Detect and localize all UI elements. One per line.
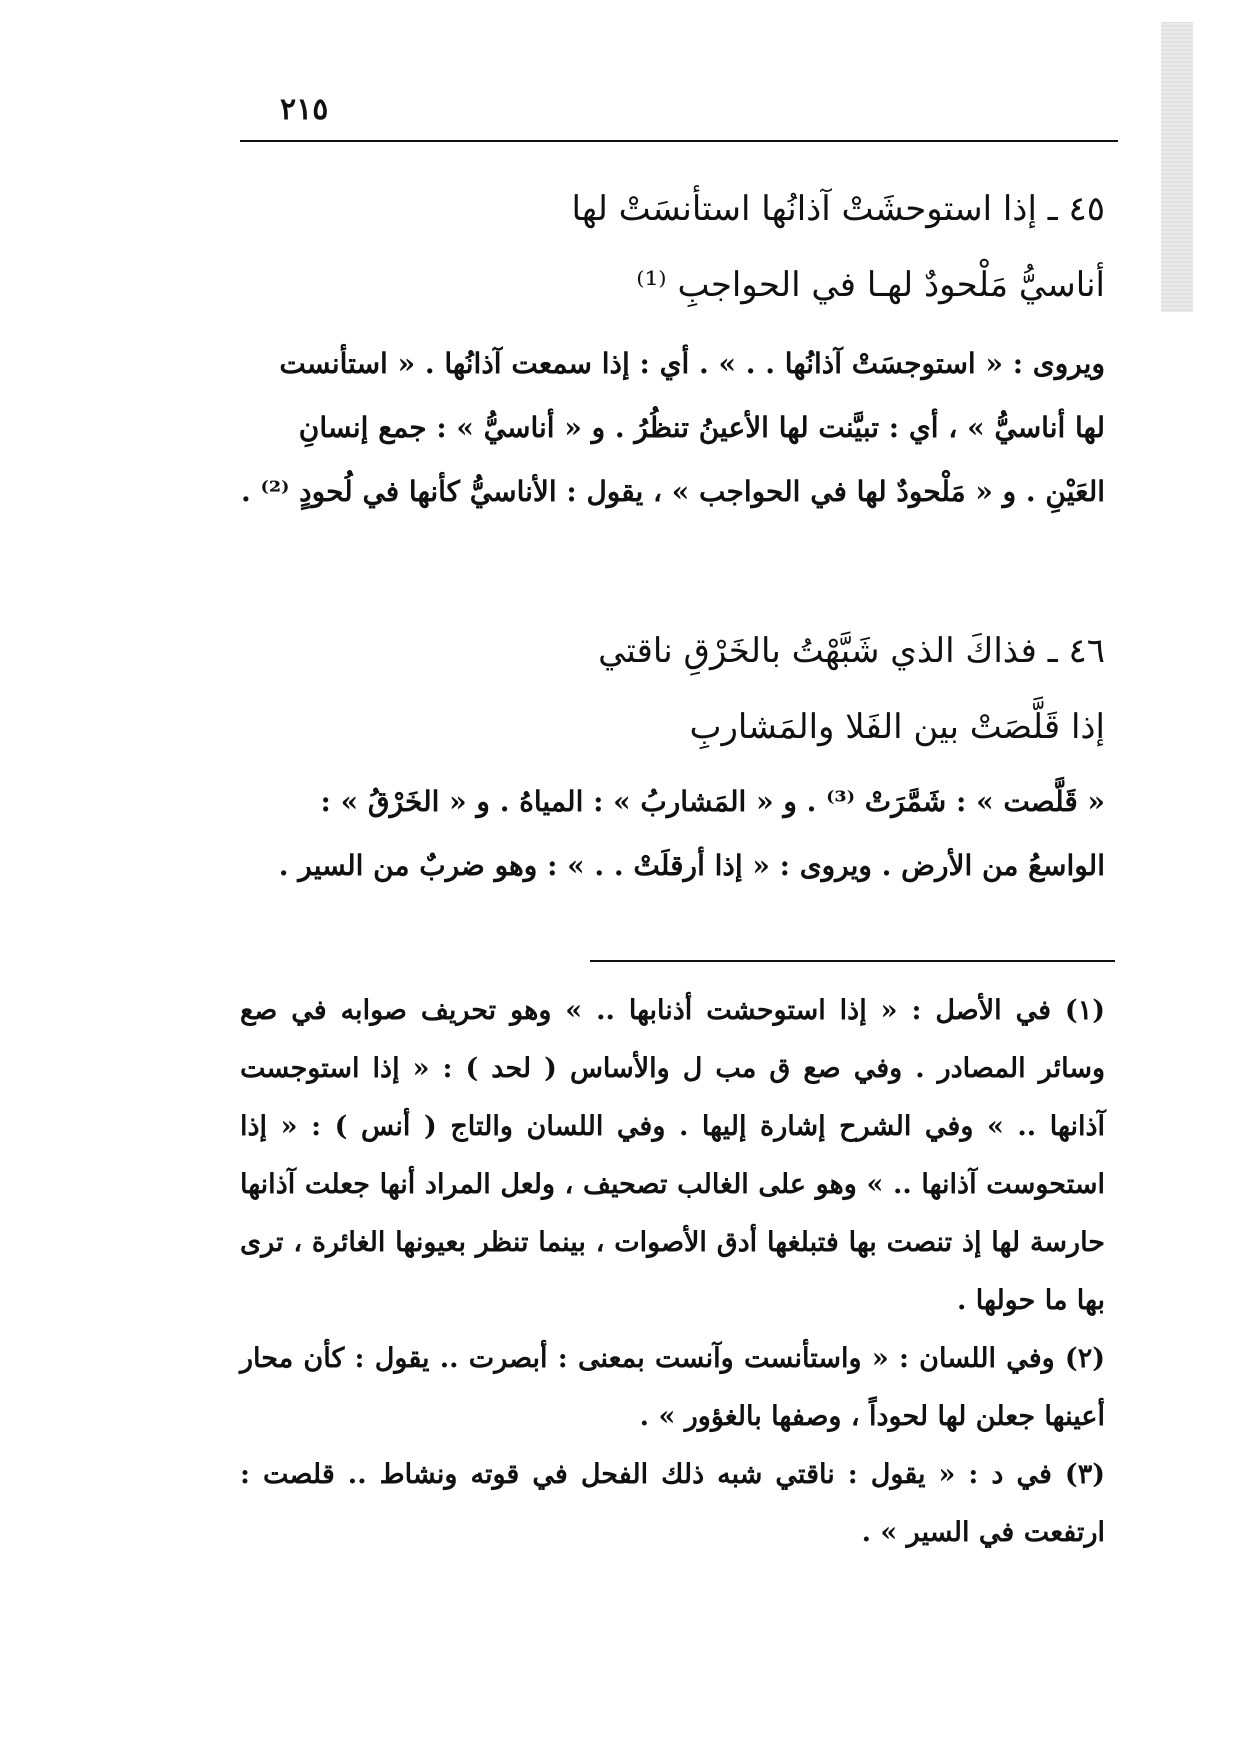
- footnote-3: (٣) في د : « يقول : ناقتي شبه ذلك الفحل في قوته ونشاط .. قلصت : ارتفعت في السير » .: [240, 1459, 1105, 1548]
- footnote-separator: [590, 960, 1115, 962]
- verse-46-second-hemistich: إذا قَلَّصَتْ بين الفَلا والمَشاربِ: [689, 707, 1105, 747]
- footnote-1: (١) في الأصل : « إذا استوحشت أذنابها .. » وهو تحريف صوابه في صع وسائر المصادر . وفي صع ق مب ل والأساس ( لحد ) : « إذا استوجست آذانها .. » وفي الشرح إشارة إليها . وفي اللسان والتاج ( أنس ) : « إذا استحوست آذانها .. » وهو على الغالب تصحيف ، ولعل المراد أنها جعلت آذانها حارسة لها إذ تنصت بها فتبلغها أدق الأصوات ، بينما تنظر بعيونها الغائرة ، ترى بها ما حولها .: [240, 995, 1105, 1316]
- commentary-46: [240, 770, 1105, 898]
- footnotes: [240, 982, 1105, 1562]
- verse-46-first-hemistich: ٤٦ ـ فذاكَ الذي شَبَّهْتُ بالخَرْقِ ناقتي: [598, 631, 1105, 671]
- verse-45-second-hemistich: أناسيُّ مَلْحودٌ لهـا في الحواجبِ ⁽¹⁾: [636, 265, 1105, 305]
- page-number: ٢١٥: [280, 92, 329, 127]
- commentary-45: [240, 332, 1105, 524]
- commentary-46-text: « قَلَّصت » : شَمَّرَتْ ⁽³⁾ . و « المَشاربُ » : المياهُ . و « الخَرْقُ » : الواسعُ من الأرض . ويروى : « إذا أرقلَتْ . . » : وهو ضربٌ من السير .: [278, 785, 1105, 882]
- commentary-45-text: ويروى : « استوجسَتْ آذانُها . . » . أي : إذا سمعت آذانُها . « استأنست لها أناسيُّ » ، أي : تبيَّنت لها الأعينُ تنظُرُ . و « أناسيُّ » : جمع إنسانِ العَيْنِ . و « مَلْحودٌ لها في الحواجب » ، يقول : الأناسيُّ كأنها في لُحودٍ ⁽²⁾ .: [240, 347, 1105, 508]
- header-rule: [240, 140, 1118, 142]
- verse-45-first-hemistich: ٤٥ ـ إذا استوحشَتْ آذانُها استأنسَتْ لها: [571, 189, 1105, 229]
- footnote-2: (٢) وفي اللسان : « واستأنست وآنست بمعنى : أبصرت .. يقول : كأن محار أعينها جعلن لها لحوداً ، وصفها بالغؤور » .: [240, 1343, 1105, 1432]
